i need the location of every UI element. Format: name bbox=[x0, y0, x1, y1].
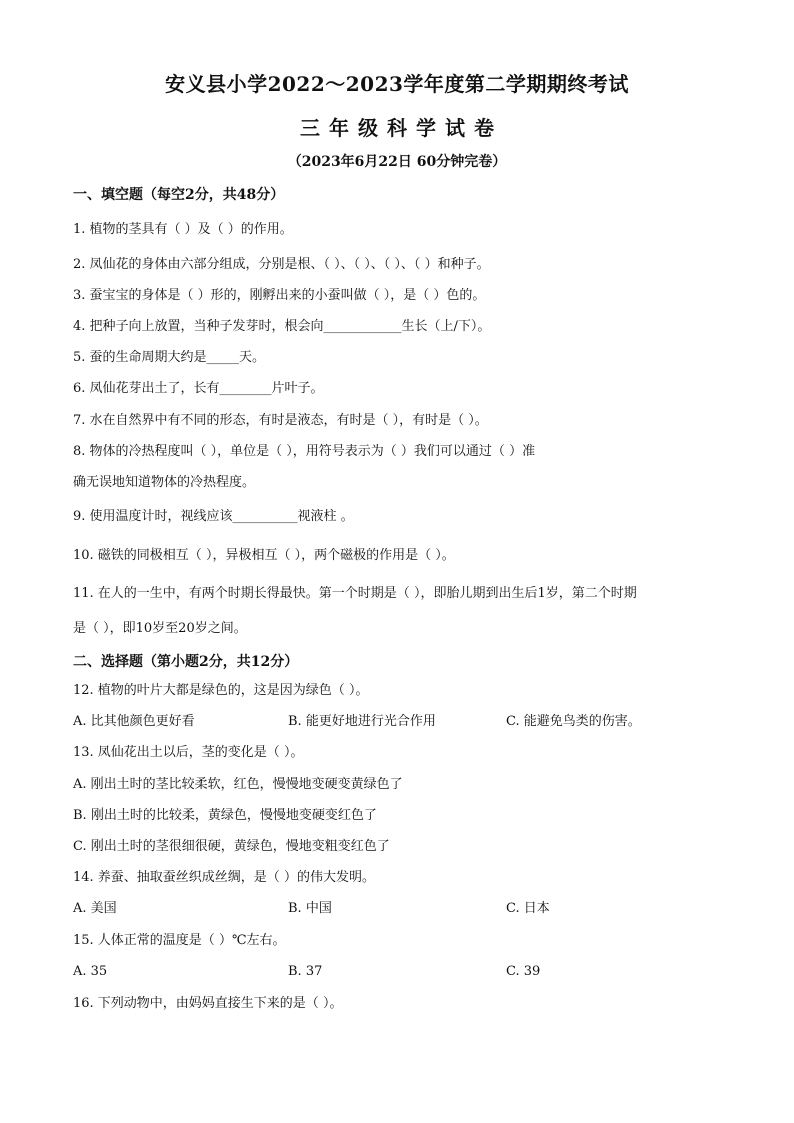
question-10: 10. 磁铁的同极相互（ ），异极相互（ ），两个磁极的作用是（ ）。 bbox=[73, 548, 455, 563]
section-choice-heading: 二、选择题（第小题2分，共12分） bbox=[73, 654, 299, 670]
question-15: 15. 人体正常的温度是（ ）℃左右。 bbox=[73, 933, 286, 948]
question-2: 2. 凤仙花的身体由六部分组成，分别是根、（ ）、（ ）、（ ）、（ ）和种子。 bbox=[73, 257, 490, 272]
question-14-option-a: A. 美国 bbox=[73, 901, 117, 916]
question-13: 13. 凤仙花出土以后，茎的变化是（ ）。 bbox=[73, 745, 304, 760]
question-7: 7. 水在自然界中有不同的形态，有时是液态，有时是（ ），有时是（ ）。 bbox=[73, 413, 488, 428]
question-6: 6. 凤仙花芽出土了，长有________片叶子。 bbox=[73, 381, 324, 396]
question-13-option-a: A. 刚出土时的茎比较柔软，红色，慢慢地变硬变黄绿色了 bbox=[73, 777, 403, 792]
question-12: 12. 植物的叶片大都是绿色的，这是因为绿色（ ）。 bbox=[73, 683, 369, 698]
exam-title: 安义县小学2022～2023学年度第二学期期终考试 bbox=[165, 72, 629, 96]
section-fill-heading: 一、填空题（每空2分，共48分） bbox=[73, 187, 285, 203]
question-12-option-b: B. 能更好地进行光合作用 bbox=[288, 714, 436, 729]
question-11-line2: 是（ ），即10岁至20岁之间。 bbox=[73, 621, 247, 636]
question-4: 4. 把种子向上放置，当种子发芽时，根会向____________生长（上/下）。 bbox=[73, 319, 491, 334]
question-15-option-a: A. 35 bbox=[73, 964, 108, 979]
question-13-option-b: B. 刚出土时的比较柔，黄绿色，慢慢地变硬变红色了 bbox=[73, 808, 377, 823]
question-15-option-c: C. 39 bbox=[506, 964, 541, 979]
question-11-line1: 11. 在人的一生中，有两个时期长得最快。第一个时期是（ ），即胎儿期到出生后1岁，第二个时期 bbox=[73, 586, 637, 601]
question-8-line2: 确无误地知道物体的冷热程度。 bbox=[73, 475, 256, 490]
question-9: 9. 使用温度计时，视线应该__________视液柱 。 bbox=[73, 509, 354, 524]
question-1: 1. 植物的茎具有（ ）及（ ）的作用。 bbox=[73, 222, 293, 237]
question-8-line1: 8. 物体的冷热程度叫（ ），单位是（ ），用符号表示为（ ）我们可以通过（ ）准 bbox=[73, 444, 536, 459]
question-3: 3. 蚕宝宝的身体是（ ）形的，刚孵出来的小蚕叫做（ ），是（ ）色的。 bbox=[73, 288, 486, 303]
question-16: 16. 下列动物中，由妈妈直接生下来的是（ ）。 bbox=[73, 996, 343, 1011]
question-5: 5. 蚕的生命周期大约是_____天。 bbox=[73, 350, 266, 365]
question-13-option-c: C. 刚出土时的茎很细很硬，黄绿色，慢地变粗变红色了 bbox=[73, 839, 390, 854]
question-12-option-a: A. 比其他颜色更好看 bbox=[73, 714, 195, 729]
question-14-option-c: C. 日本 bbox=[506, 901, 550, 916]
exam-subtitle: 三年级科学试卷 bbox=[300, 116, 503, 140]
exam-date-note: （2023年6月22日 60分钟完卷） bbox=[287, 154, 507, 170]
question-12-option-c: C. 能避免鸟类的伤害。 bbox=[506, 714, 641, 729]
question-14-option-b: B. 中国 bbox=[288, 901, 332, 916]
question-14: 14. 养蚕、抽取蚕丝织成丝绸，是（ ）的伟大发明。 bbox=[73, 870, 375, 885]
question-15-option-b: B. 37 bbox=[288, 964, 323, 979]
